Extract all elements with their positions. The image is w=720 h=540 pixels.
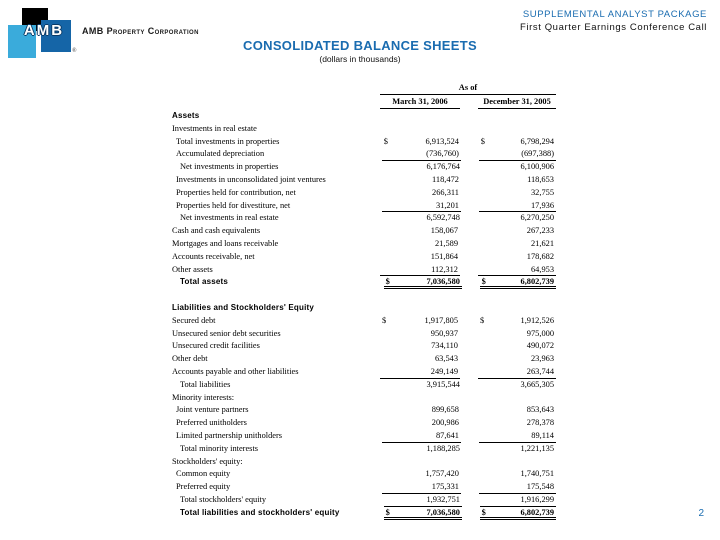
value-col-1 bbox=[384, 443, 462, 456]
value-gap bbox=[461, 187, 479, 200]
row-label: Net investments in properties bbox=[180, 162, 279, 172]
value-col-1 bbox=[382, 430, 461, 443]
value-col-1 bbox=[380, 123, 460, 136]
row-value: 490,072 bbox=[526, 341, 554, 351]
table-row bbox=[172, 110, 556, 123]
row-value: 1,188,285 bbox=[426, 443, 460, 453]
value-gap bbox=[460, 392, 478, 405]
value-col-2 bbox=[478, 225, 556, 238]
value-col-2 bbox=[480, 507, 556, 520]
row-label: Properties held for contribution, net bbox=[176, 187, 296, 197]
value-gap bbox=[461, 468, 479, 481]
row-value: 975,000 bbox=[526, 328, 554, 338]
value-gap bbox=[460, 315, 478, 328]
value-gap bbox=[460, 251, 478, 264]
row-value: 151,864 bbox=[430, 251, 458, 261]
row-label: Total liabilities bbox=[180, 379, 231, 389]
row-label: Total investments in properties bbox=[176, 136, 280, 146]
row-label: Accounts receivable, net bbox=[172, 251, 255, 261]
row-value: 200,986 bbox=[431, 418, 459, 428]
table-row bbox=[172, 468, 556, 481]
header-right-block bbox=[520, 9, 707, 33]
column-header-row bbox=[380, 96, 556, 109]
value-gap bbox=[461, 404, 479, 417]
value-col-1 bbox=[382, 200, 461, 213]
dollar-sign: $ bbox=[385, 277, 390, 287]
value-gap bbox=[460, 366, 478, 379]
dollar-sign: $ bbox=[382, 315, 387, 325]
row-value: 267,233 bbox=[526, 226, 554, 236]
table-row bbox=[172, 225, 556, 238]
row-value: 6,802,739 bbox=[520, 507, 554, 517]
value-col-1 bbox=[380, 110, 460, 123]
row-label: Total minority interests bbox=[180, 443, 259, 453]
row-value: 175,548 bbox=[526, 482, 554, 492]
value-col-1 bbox=[382, 481, 461, 494]
table-row bbox=[172, 392, 556, 405]
table-row bbox=[172, 174, 556, 187]
value-col-2 bbox=[478, 353, 556, 366]
value-col-1 bbox=[382, 468, 461, 481]
row-label: Common equity bbox=[176, 469, 231, 479]
value-col-2 bbox=[478, 456, 556, 469]
column-gap bbox=[460, 96, 478, 109]
table-row bbox=[172, 302, 556, 315]
value-col-2 bbox=[478, 123, 556, 136]
registered-trademark-symbol: ® bbox=[72, 48, 77, 54]
value-col-2 bbox=[479, 174, 556, 187]
column-header-december: December 31, 2005 bbox=[478, 96, 556, 109]
table-row bbox=[172, 187, 556, 200]
row-value: 21,621 bbox=[530, 238, 554, 248]
table-row bbox=[172, 417, 556, 430]
table-row bbox=[172, 276, 556, 289]
company-name: AMB Property Corporation bbox=[82, 26, 199, 36]
value-gap bbox=[460, 353, 478, 366]
row-value: 1,932,751 bbox=[426, 494, 460, 504]
row-label: Total assets bbox=[180, 277, 229, 287]
row-value: 6,802,739 bbox=[520, 277, 554, 287]
value-gap bbox=[461, 417, 479, 430]
row-value: 1,916,299 bbox=[520, 494, 554, 504]
row-value: 175,331 bbox=[431, 482, 459, 492]
row-value: 112,312 bbox=[431, 264, 458, 274]
row-value: 734,110 bbox=[431, 341, 458, 351]
row-label: Limited partnership unitholders bbox=[176, 430, 283, 440]
row-label: Investments in real estate bbox=[172, 123, 257, 133]
value-col-1 bbox=[384, 494, 462, 507]
value-gap bbox=[462, 161, 480, 174]
row-label: Total stockholders' equity bbox=[180, 494, 267, 504]
row-label: Preferred equity bbox=[176, 482, 231, 492]
value-col-2 bbox=[478, 264, 556, 277]
row-label: Joint venture partners bbox=[176, 405, 249, 415]
row-value: 6,913,524 bbox=[425, 136, 459, 146]
value-gap bbox=[461, 481, 479, 494]
row-label: Assets bbox=[172, 111, 200, 120]
row-value: 853,643 bbox=[526, 405, 554, 415]
row-label: Other debt bbox=[172, 354, 208, 364]
value-col-1 bbox=[382, 187, 461, 200]
row-value: 950,937 bbox=[430, 328, 458, 338]
value-col-2 bbox=[478, 315, 556, 328]
value-gap bbox=[460, 340, 478, 353]
value-col-2 bbox=[479, 481, 556, 494]
value-col-2 bbox=[480, 212, 556, 225]
row-value: (697,388) bbox=[521, 149, 554, 159]
table-row bbox=[172, 251, 556, 264]
package-title: SUPPLEMENTAL ANALYST PACKAGE bbox=[522, 9, 707, 20]
row-value: 1,912,526 bbox=[520, 315, 554, 325]
value-col-1 bbox=[380, 302, 460, 315]
row-value: 32,755 bbox=[530, 187, 554, 197]
balance-table-body bbox=[172, 110, 556, 520]
row-value: 6,100,906 bbox=[520, 162, 554, 172]
table-row bbox=[172, 366, 556, 379]
table-row bbox=[172, 481, 556, 494]
dollar-sign: $ bbox=[480, 136, 485, 146]
row-label: Preferred unitholders bbox=[176, 418, 247, 428]
page-number: 2 bbox=[698, 508, 704, 519]
row-value: 64,953 bbox=[530, 264, 554, 274]
value-col-1 bbox=[384, 276, 462, 289]
row-label: Liabilities and Stockholders' Equity bbox=[172, 302, 315, 312]
value-col-2 bbox=[480, 494, 556, 507]
value-col-2 bbox=[479, 148, 556, 161]
value-col-1 bbox=[384, 507, 462, 520]
row-value: 6,176,764 bbox=[426, 162, 460, 172]
table-row bbox=[172, 328, 556, 341]
dollar-sign: $ bbox=[383, 136, 388, 146]
row-value: 178,682 bbox=[526, 251, 554, 261]
row-label: Minority interests: bbox=[172, 392, 235, 402]
row-value: 17,936 bbox=[530, 200, 554, 210]
value-col-2 bbox=[479, 468, 556, 481]
value-col-1 bbox=[384, 161, 462, 174]
value-col-1 bbox=[380, 340, 460, 353]
value-gap bbox=[460, 456, 478, 469]
value-col-2 bbox=[478, 238, 556, 251]
row-value: 899,658 bbox=[431, 405, 459, 415]
table-row bbox=[172, 443, 556, 456]
table-row bbox=[172, 430, 556, 443]
row-value: 3,915,544 bbox=[426, 379, 460, 389]
value-col-1 bbox=[380, 353, 460, 366]
value-col-1 bbox=[380, 328, 460, 341]
balance-sheet-table bbox=[172, 82, 556, 520]
value-col-2 bbox=[480, 161, 556, 174]
value-gap bbox=[460, 302, 478, 315]
table-row bbox=[172, 212, 556, 225]
table-row bbox=[172, 200, 556, 213]
value-col-2 bbox=[479, 417, 556, 430]
value-col-2 bbox=[478, 340, 556, 353]
row-value: 1,740,751 bbox=[520, 469, 554, 479]
row-label: Investments in unconsolidated joint ventures bbox=[176, 174, 326, 184]
row-value: 118,472 bbox=[432, 174, 459, 184]
value-gap bbox=[461, 174, 479, 187]
row-value: 63,543 bbox=[434, 354, 458, 364]
row-label: Unsecured credit facilities bbox=[172, 341, 260, 351]
table-row bbox=[172, 404, 556, 417]
row-label: Stockholders' equity: bbox=[172, 456, 243, 466]
value-col-2 bbox=[480, 276, 556, 289]
row-value: 118,653 bbox=[527, 174, 554, 184]
dollar-sign: $ bbox=[481, 277, 486, 287]
row-value: 6,798,294 bbox=[520, 136, 554, 146]
row-label: Net investments in real estate bbox=[180, 213, 279, 223]
value-gap bbox=[461, 200, 479, 213]
row-value: 87,641 bbox=[435, 430, 459, 440]
row-label: Unsecured senior debt securities bbox=[172, 328, 281, 338]
value-gap bbox=[461, 148, 479, 161]
dollar-sign: $ bbox=[481, 507, 486, 517]
value-gap bbox=[462, 276, 480, 289]
value-col-1 bbox=[382, 417, 461, 430]
value-col-1 bbox=[382, 404, 461, 417]
value-gap bbox=[460, 123, 478, 136]
value-col-1 bbox=[380, 456, 460, 469]
table-row bbox=[172, 353, 556, 366]
value-col-2 bbox=[478, 392, 556, 405]
value-col-2 bbox=[478, 251, 556, 264]
row-value: 1,757,420 bbox=[425, 469, 459, 479]
page-title: CONSOLIDATED BALANCE SHEETS bbox=[243, 38, 477, 53]
table-row bbox=[172, 379, 556, 392]
value-gap bbox=[460, 110, 478, 123]
value-col-2 bbox=[480, 443, 556, 456]
row-label: Cash and cash equivalents bbox=[172, 226, 261, 236]
value-col-2 bbox=[478, 302, 556, 315]
table-row bbox=[172, 340, 556, 353]
dollar-sign: $ bbox=[480, 315, 485, 325]
value-col-2 bbox=[479, 430, 556, 443]
value-gap bbox=[462, 379, 480, 392]
value-gap bbox=[460, 238, 478, 251]
value-col-1 bbox=[380, 366, 460, 379]
table-row bbox=[172, 238, 556, 251]
row-value: 263,744 bbox=[526, 366, 554, 376]
value-col-2 bbox=[479, 200, 556, 213]
row-value: 1,221,135 bbox=[520, 443, 554, 453]
value-col-1 bbox=[380, 264, 460, 277]
row-value: 6,592,748 bbox=[426, 213, 460, 223]
row-value: 6,270,250 bbox=[520, 213, 554, 223]
table-row bbox=[172, 456, 556, 469]
value-col-1 bbox=[380, 238, 460, 251]
row-label: Accounts payable and other liabilities bbox=[172, 366, 299, 376]
value-col-1 bbox=[380, 392, 460, 405]
row-label: Total liabilities and stockholders' equity bbox=[180, 507, 340, 517]
row-label: Mortgages and loans receivable bbox=[172, 238, 279, 248]
value-gap bbox=[462, 494, 480, 507]
value-gap bbox=[460, 264, 478, 277]
row-label: Properties held for divestiture, net bbox=[176, 200, 291, 210]
table-row bbox=[172, 148, 556, 161]
row-value: 1,917,805 bbox=[424, 315, 458, 325]
value-col-2 bbox=[478, 366, 556, 379]
table-row bbox=[172, 264, 556, 277]
value-col-1 bbox=[380, 225, 460, 238]
value-col-1 bbox=[380, 251, 460, 264]
logo-text: AMB bbox=[23, 22, 65, 39]
value-col-1 bbox=[384, 212, 462, 225]
value-col-2 bbox=[479, 187, 556, 200]
page-subtitle: (dollars in thousands) bbox=[319, 54, 401, 64]
row-value: 278,378 bbox=[526, 418, 554, 428]
value-col-1 bbox=[382, 136, 461, 149]
value-gap bbox=[460, 225, 478, 238]
row-value: 7,036,580 bbox=[426, 507, 460, 517]
row-value: 89,114 bbox=[531, 430, 554, 440]
row-value: 266,311 bbox=[432, 187, 459, 197]
row-label: Secured debt bbox=[172, 315, 216, 325]
value-col-2 bbox=[479, 404, 556, 417]
row-value: 249,149 bbox=[430, 366, 458, 376]
value-gap bbox=[461, 136, 479, 149]
value-col-1 bbox=[384, 379, 462, 392]
dollar-sign: $ bbox=[385, 507, 390, 517]
row-value: 23,963 bbox=[530, 354, 554, 364]
table-row bbox=[172, 494, 556, 507]
table-row bbox=[172, 123, 556, 136]
value-col-1 bbox=[380, 315, 460, 328]
row-value: 158,067 bbox=[430, 226, 458, 236]
table-row bbox=[172, 289, 556, 302]
value-col-2 bbox=[480, 379, 556, 392]
table-row bbox=[172, 161, 556, 174]
value-gap bbox=[460, 328, 478, 341]
package-subtitle: First Quarter Earnings Conference Call bbox=[519, 22, 707, 33]
value-col-2 bbox=[478, 328, 556, 341]
value-col-1 bbox=[382, 148, 461, 161]
row-value: 7,036,580 bbox=[426, 277, 460, 287]
value-gap bbox=[462, 212, 480, 225]
row-value: (736,760) bbox=[426, 149, 459, 159]
value-gap bbox=[461, 430, 479, 443]
value-gap bbox=[462, 443, 480, 456]
table-row bbox=[172, 315, 556, 328]
value-gap bbox=[462, 507, 480, 520]
as-of-span-header: As of bbox=[380, 82, 556, 95]
column-header-march: March 31, 2006 bbox=[380, 96, 460, 109]
table-row bbox=[172, 507, 556, 520]
value-col-1 bbox=[382, 174, 461, 187]
row-label: Accumulated depreciation bbox=[176, 149, 265, 159]
row-value: 3,665,305 bbox=[520, 379, 554, 389]
table-row bbox=[172, 136, 556, 149]
row-value: 31,201 bbox=[435, 200, 459, 210]
value-col-2 bbox=[478, 110, 556, 123]
row-label: Other assets bbox=[172, 264, 213, 274]
value-col-2 bbox=[479, 136, 556, 149]
row-value: 21,589 bbox=[434, 238, 458, 248]
